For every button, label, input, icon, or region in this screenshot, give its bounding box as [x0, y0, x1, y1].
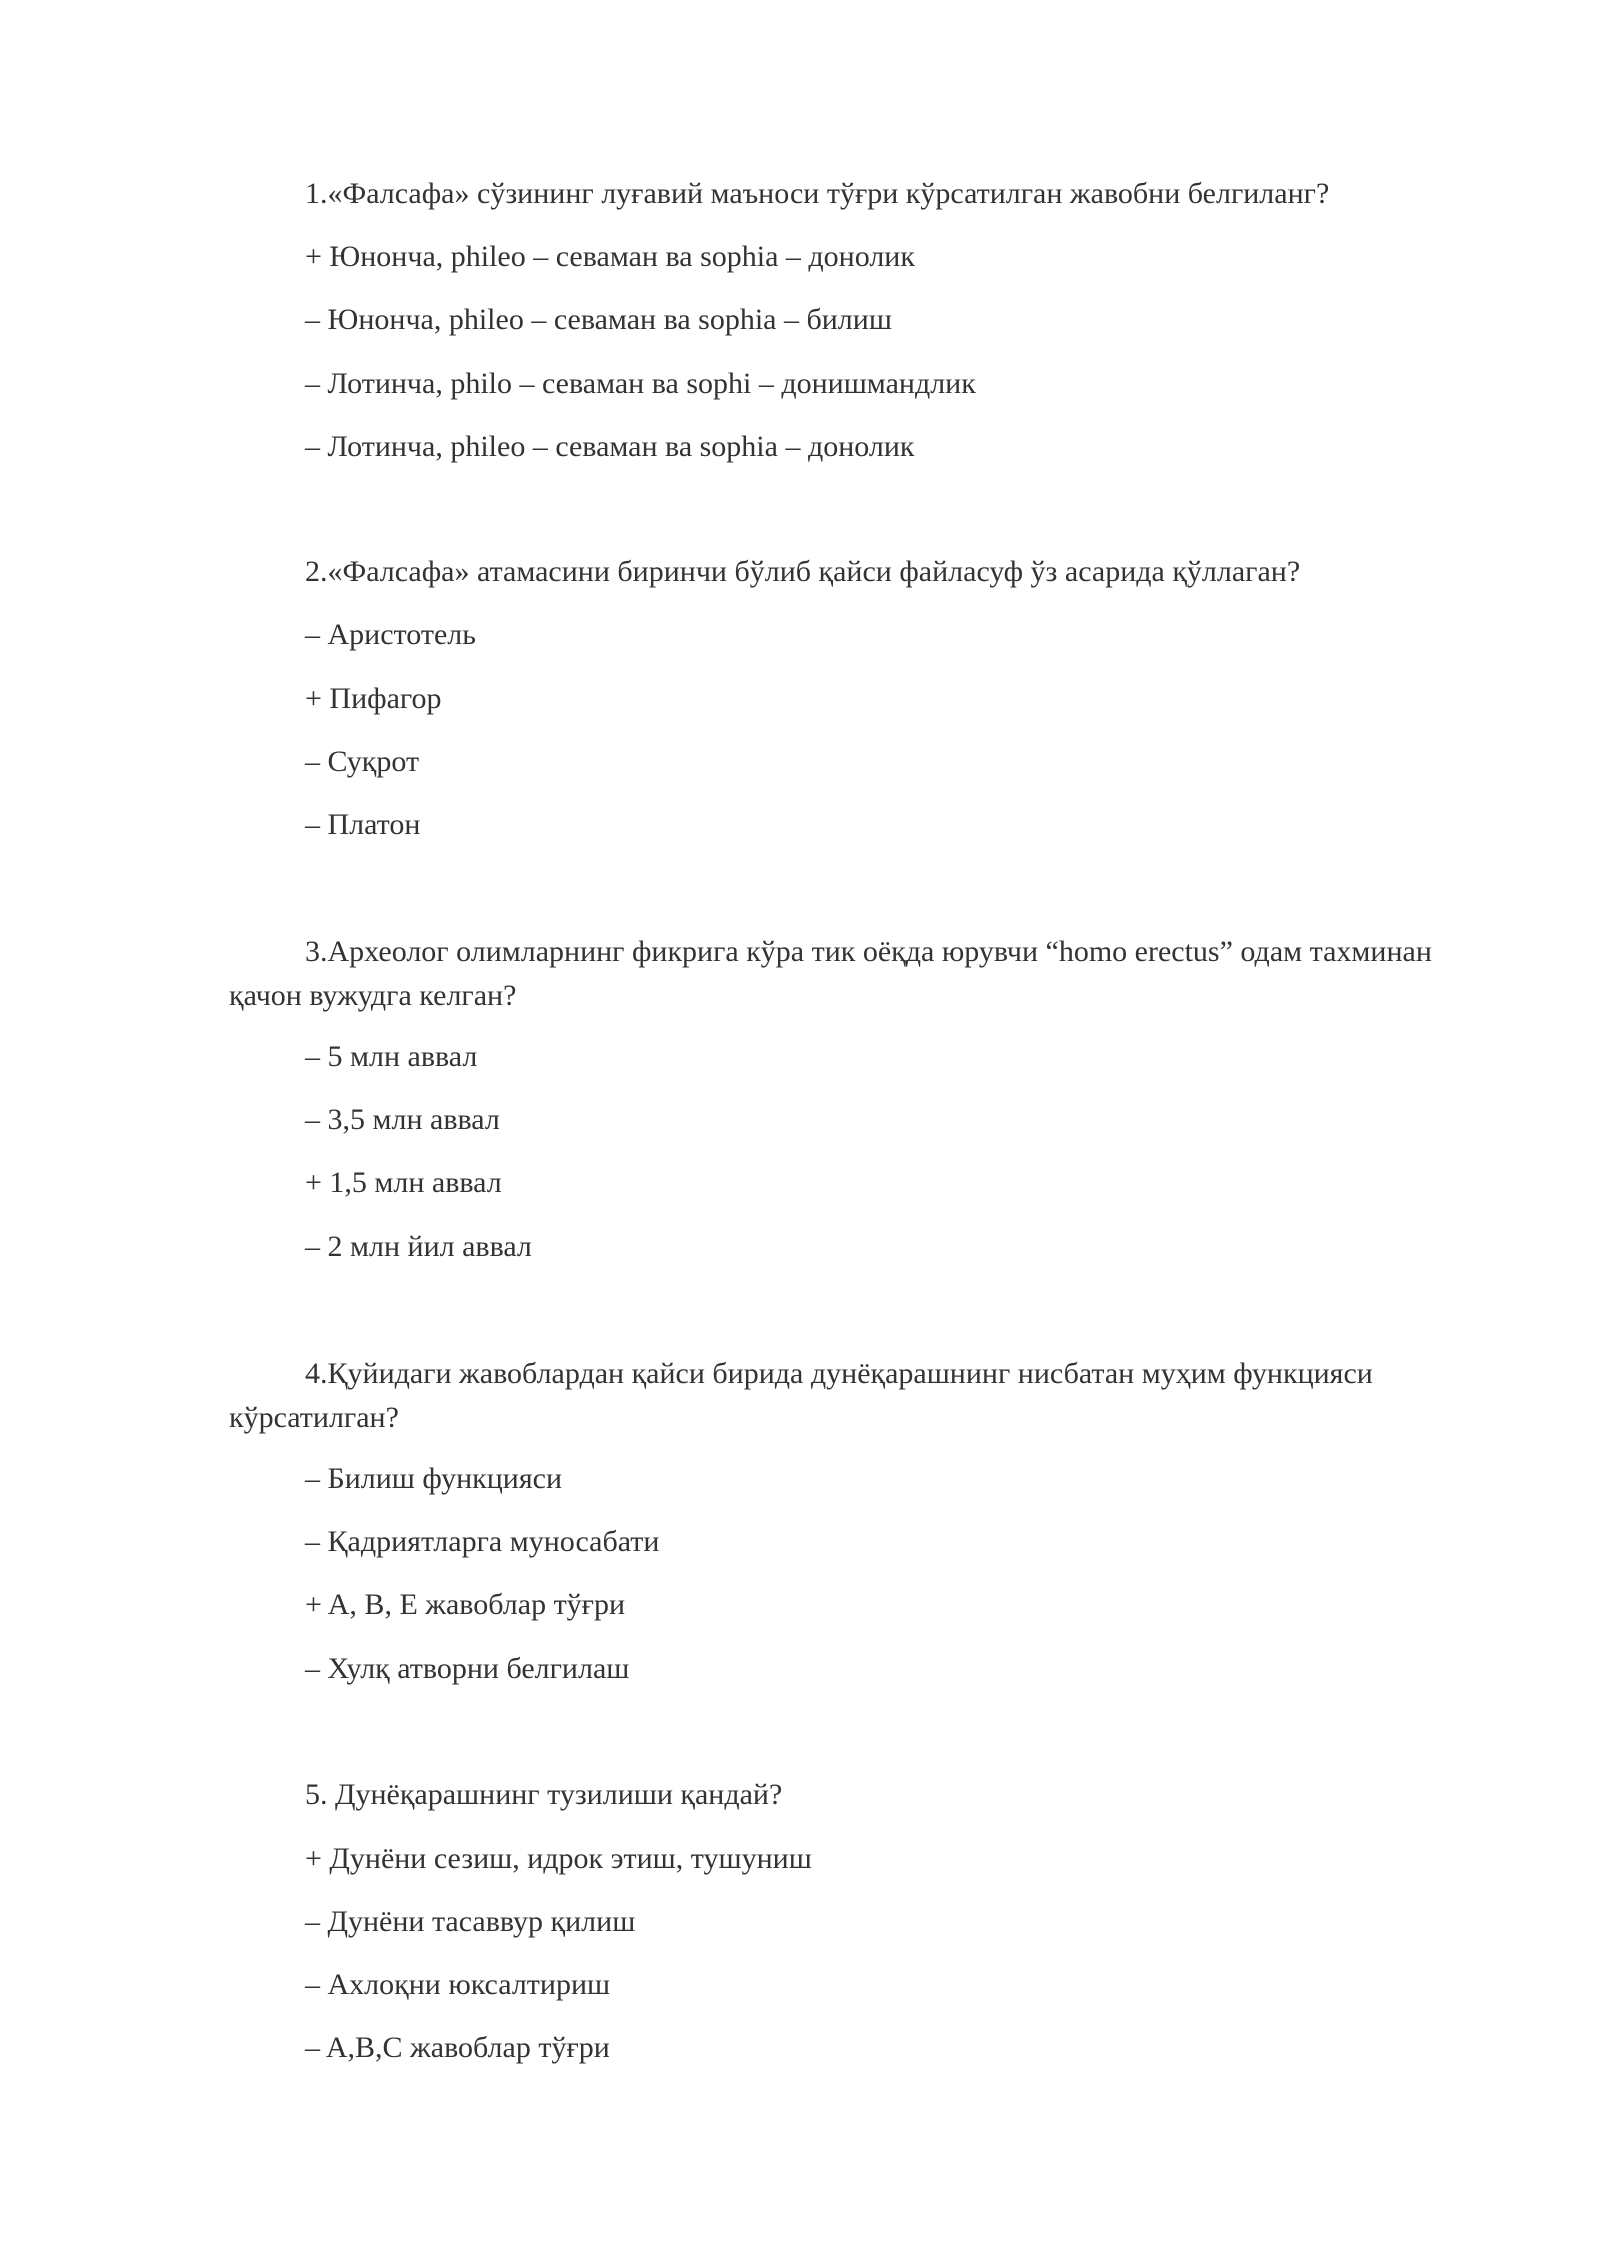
- answer-option: – Суқрот: [305, 745, 420, 778]
- answer-option: – Аристотель: [305, 618, 476, 651]
- answer-option: – 5 млн аввал: [305, 1040, 478, 1073]
- answer-option: – Платон: [305, 808, 421, 841]
- question-text: 5. Дунёқарашнинг тузилиши қандай?: [305, 1778, 783, 1811]
- question-text: 2.«Фалсафа» атамасини биринчи бўлиб қайси файласуф ўз асарида қўллаган?: [305, 555, 1301, 588]
- question-block-1: [229, 172, 1469, 216]
- question-block-5: [229, 1773, 1469, 1817]
- question-text: 1.«Фалсафа» сўзининг луғавий маъноси тўғри кўрсатилган жавобни белгиланг?: [305, 177, 1330, 210]
- answer-option: + 1,5 млн аввал: [305, 1166, 502, 1199]
- answer-option: – Ахлоқни юксалтириш: [305, 1968, 611, 2001]
- question-text: 4.Қуйидаги жавоблардан қайси бирида дунёқарашнинг нисбатан муҳим функцияси кўрсатилган?: [229, 1357, 1373, 1434]
- answer-option: + Юнонча, phileo – севаман ва sophia – донолик: [305, 240, 915, 273]
- answer-option: – 2 млн йил аввал: [305, 1230, 532, 1263]
- question-block-4: [229, 1352, 1469, 1440]
- answer-option: – Дунёни тасаввур қилиш: [305, 1905, 636, 1938]
- answer-option: – Қадриятларга муносабати: [305, 1525, 660, 1558]
- answer-option: + A, B, E жавоблар тўғри: [305, 1588, 626, 1621]
- answer-option: – Билиш функцияси: [305, 1462, 563, 1495]
- answer-option: – A,B,C жавоблар тўғри: [305, 2031, 610, 2064]
- answer-option: + Дунёни сезиш, идрок этиш, тушуниш: [305, 1842, 812, 1875]
- answer-option: – Хулқ атворни белгилаш: [305, 1652, 630, 1685]
- answer-option: – Лотинча, philo – севаман ва sophi – донишмандлик: [305, 367, 976, 400]
- answer-option: – Юнонча, phileo – севаман ва sophia – билиш: [305, 303, 892, 336]
- answer-option: – 3,5 млн аввал: [305, 1103, 500, 1136]
- answer-option: – Лотинча, phileo – севаман ва sophia – донолик: [305, 430, 915, 463]
- question-block-3: [229, 930, 1469, 1018]
- answer-option: + Пифагор: [305, 682, 442, 715]
- question-block-2: [229, 550, 1469, 594]
- question-text: 3.Археолог олимларнинг фикрига кўра тик оёқда юрувчи “homo erectus” одам тахминан қачон вужудга келган?: [229, 935, 1432, 1012]
